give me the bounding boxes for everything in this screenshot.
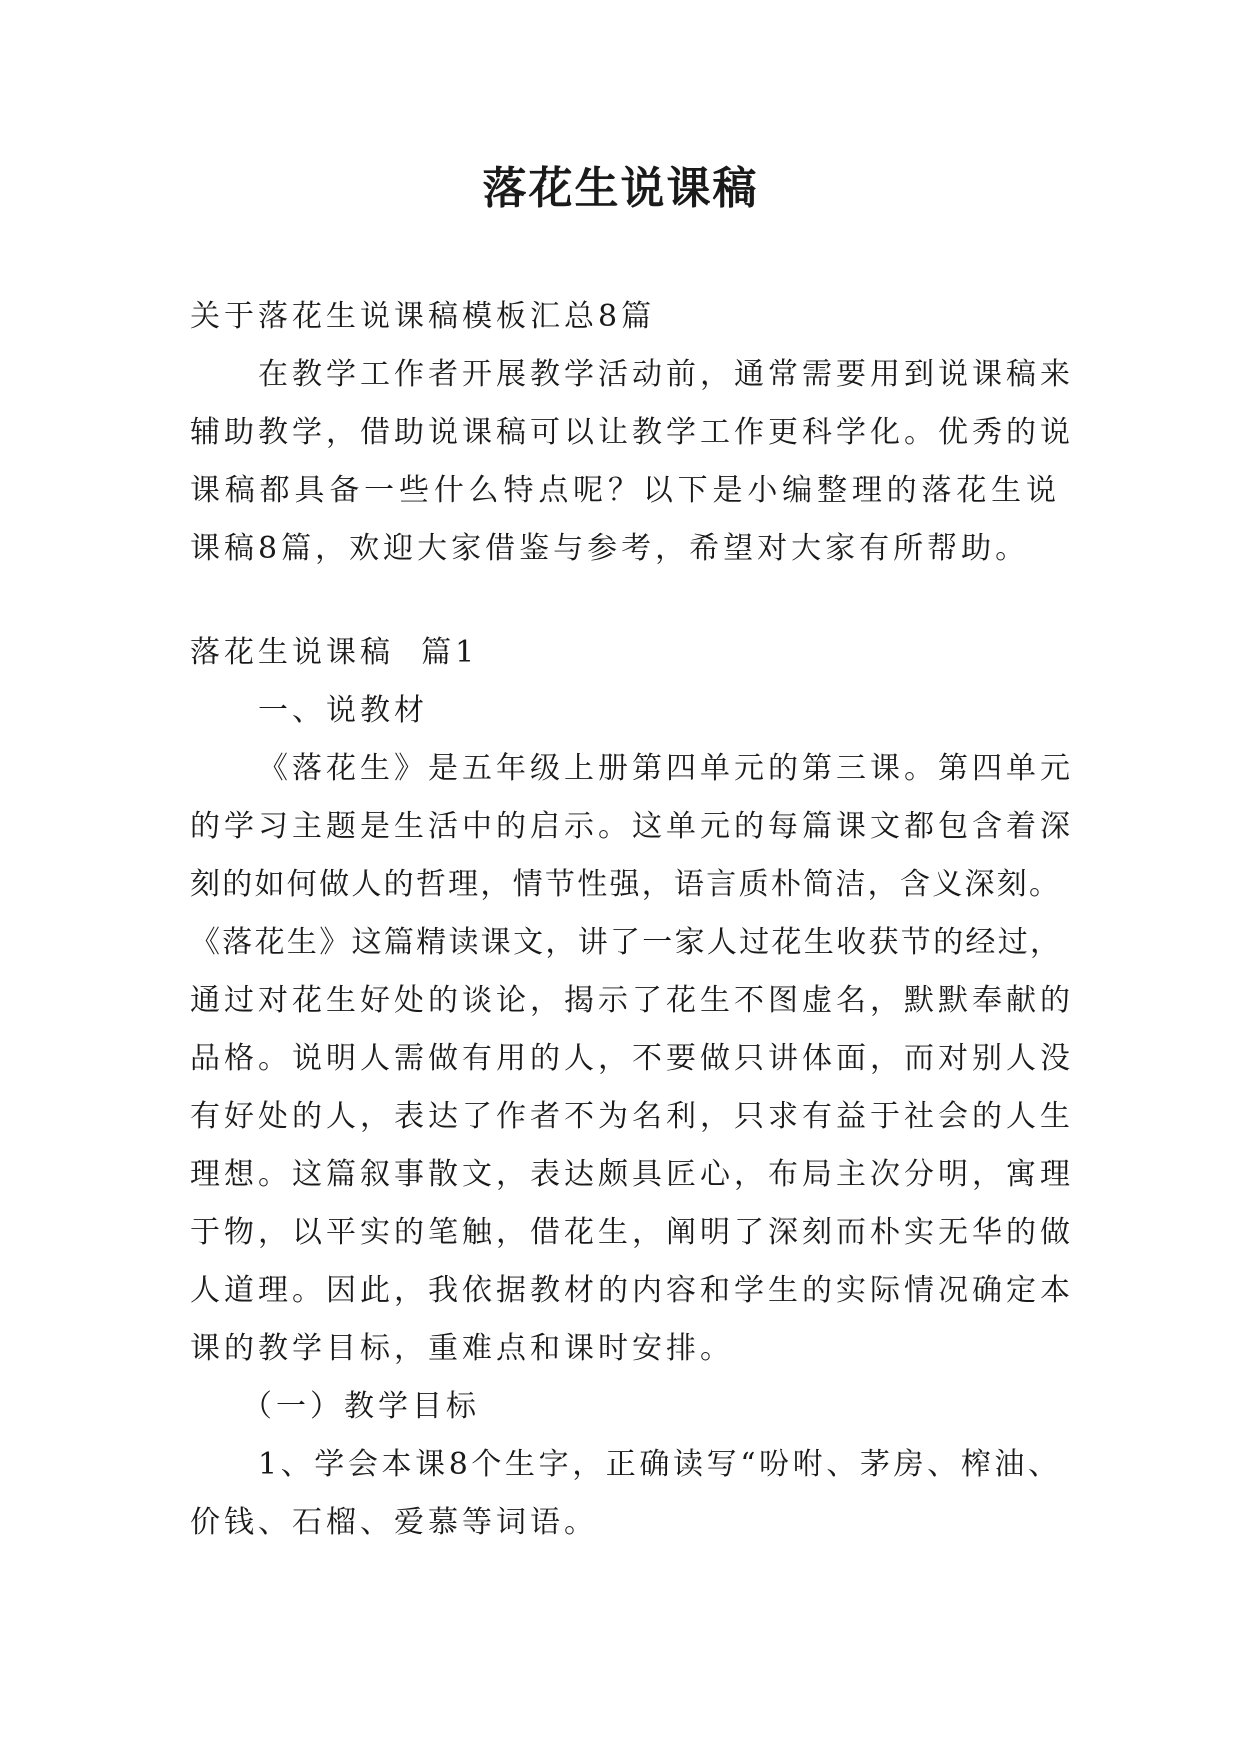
document-body [190, 288, 1074, 1552]
body-line: 课的教学目标，重难点和课时安排。 [190, 1331, 734, 1366]
paragraph-spacer [190, 578, 1060, 624]
body-line: 理想。这篇叙事散文，表达颇具匠心，布局主次分明，寓理 [190, 1157, 1074, 1192]
document-subtitle: 关于落花生说课稿模板汇总8篇 [190, 299, 656, 334]
intro-line: 课稿8篇，欢迎大家借鉴与参考，希望对大家有所帮助。 [190, 531, 1030, 566]
body-line: 于物，以平实的笔触，借花生，阐明了深刻而朴实无华的做 [190, 1215, 1074, 1250]
section-heading: 落花生说课稿 篇1 [190, 635, 479, 670]
body-line: 刻的如何做人的哲理，情节性强，语言质朴简洁，含义深刻。 [190, 867, 1060, 902]
body-line: 《落花生》是五年级上册第四单元的第三课。第四单元 [258, 751, 1074, 786]
body-line: 《落花生》这篇精读课文，讲了一家人过花生收获节的经过， [190, 925, 1060, 960]
sub-heading-teaching-material: 一、说教材 [258, 693, 428, 728]
body-line: 通过对花生好处的谈论，揭示了花生不图虚名，默默奉献的 [190, 983, 1074, 1018]
body-line: 的学习主题是生活中的启示。这单元的每篇课文都包含着深 [190, 809, 1074, 844]
intro-line: 辅助教学，借助说课稿可以让教学工作更科学化。优秀的说 [190, 415, 1074, 450]
sub-heading-teaching-goals: （一）教学目标 [242, 1389, 480, 1424]
intro-line: 课稿都具备一些什么特点呢？以下是小编整理的落花生说 [190, 473, 1060, 508]
intro-line: 在教学工作者开展教学活动前，通常需要用到说课稿来 [258, 357, 1074, 392]
document-title: 落花生说课稿 [482, 163, 759, 214]
goal-line: 价钱、石榴、爱慕等词语。 [190, 1505, 598, 1540]
body-line: 品格。说明人需做有用的人，不要做只讲体面，而对别人没 [190, 1041, 1074, 1076]
goal-line: 1、学会本课8个生字，正确读写“吩咐、茅房、榨油、 [258, 1447, 1060, 1482]
body-line: 人道理。因此，我依据教材的内容和学生的实际情况确定本 [190, 1273, 1074, 1308]
body-line: 有好处的人，表达了作者不为名利，只求有益于社会的人生 [190, 1099, 1074, 1134]
